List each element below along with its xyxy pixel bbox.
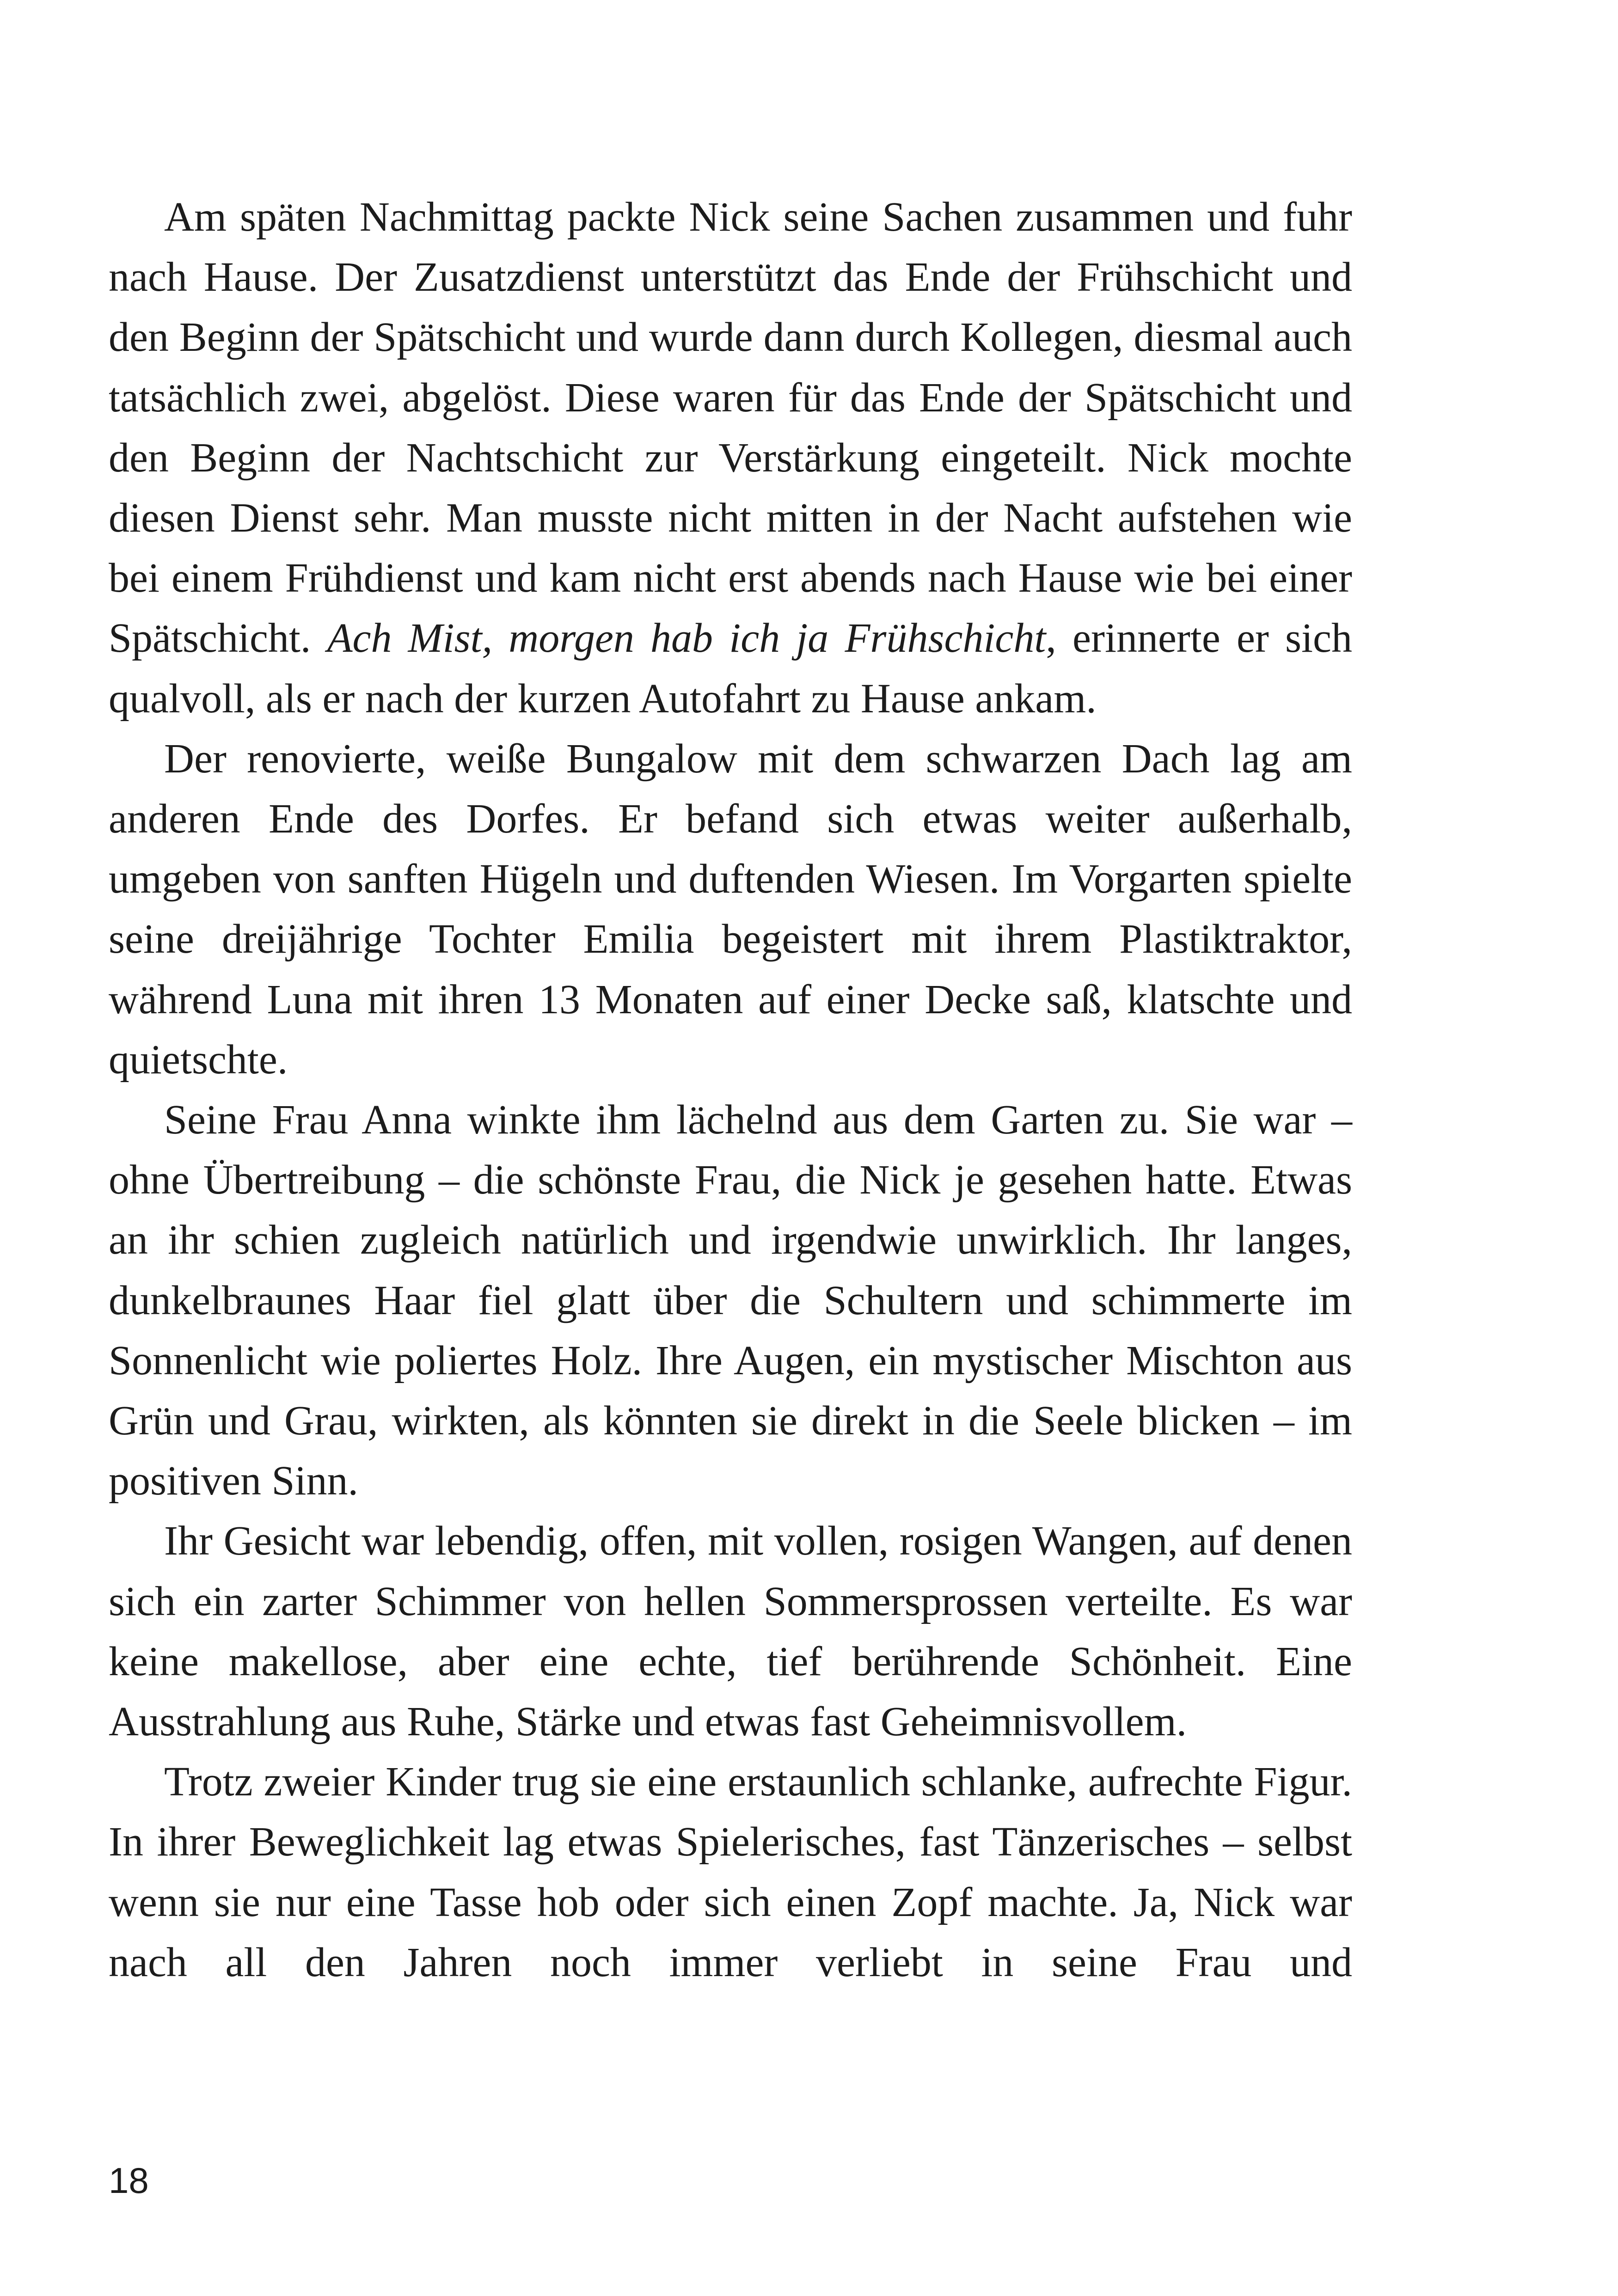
paragraph-1-text-start: Am späten Nachmittag packte Nick seine Sachen zusammen und fuhr nach Hause. Der Zusatzdienst unterstützt das Ende der Frühschicht und den Beginn der Spätschicht und wurde dann durch Kollegen, diesmal auch tatsächlich zwei, abgelöst. Diese waren für das Ende der Spätschicht und den Beginn der Nachtschicht zur Verstärkung eingeteilt. Nick mochte diesen Dienst sehr. Man musste nicht mitten in der Nacht aufstehen wie bei einem Frühdienst und kam nicht erst abends nach Hause wie bei einer Spätschicht. [109,194,1352,661]
paragraph-3: Seine Frau Anna winkte ihm lächelnd aus dem Garten zu. Sie war – ohne Übertreibung – die schönste Frau, die Nick je gesehen hatte. Etwas an ihr schien zugleich natürlich und irgendwie unwirklich. Ihr langes, dunkelbraunes Haar fiel glatt über die Schultern und schimmerte im Sonnenlicht wie poliertes Holz. Ihre Augen, ein mystischer Mischton aus Grün und Grau, wirkten, als könnten sie direkt in die Seele blicken – im positiven Sinn. [109,1097,1352,1504]
paragraph-5: Trotz zweier Kinder trug sie eine erstaunlich schlanke, aufrechte Figur. In ihrer Beweglichkeit lag etwas Spielerisches, fast Tänzerisches – selbst wenn sie nur eine Tasse hob oder sich einen Zopf machte. Ja, Nick war nach all den Jahren noch immer verliebt in seine Frau und [109,1759,1352,1985]
paragraph-4: Ihr Gesicht war lebendig, offen, mit vollen, rosigen Wangen, auf denen sich ein zarter Schimmer von hellen Sommersprossen verteilte. Es war keine makellose, aber eine echte, tief berührende Schönheit. Eine Ausstrahlung aus Ruhe, Stärke und etwas fast Geheimnisvollem. [109,1518,1352,1745]
page-number: 18 [109,2160,149,2201]
paragraph-1-text-end: , erinnerte er sich qualvoll, als er nach der kurzen Autofahrt zu Hause ankam. [109,615,1353,722]
body-text [109,187,1352,1993]
paragraph-1-italic-thought: Ach Mist, morgen hab ich ja Frühschicht [327,615,1046,661]
paragraph-2: Der renovierte, weiße Bungalow mit dem schwarzen Dach lag am anderen Ende des Dorfes. Er befand sich etwas weiter außerhalb, umgeben von sanften Hügeln und duftenden Wiesen. Im Vorgarten spielte seine dreijährige Tochter Emilia begeistert mit ihrem Plastiktraktor, während Luna mit ihren 13 Monaten auf einer Decke saß, klatschte und quietschte. [109,735,1352,1083]
paragraph-1 [109,187,1352,729]
